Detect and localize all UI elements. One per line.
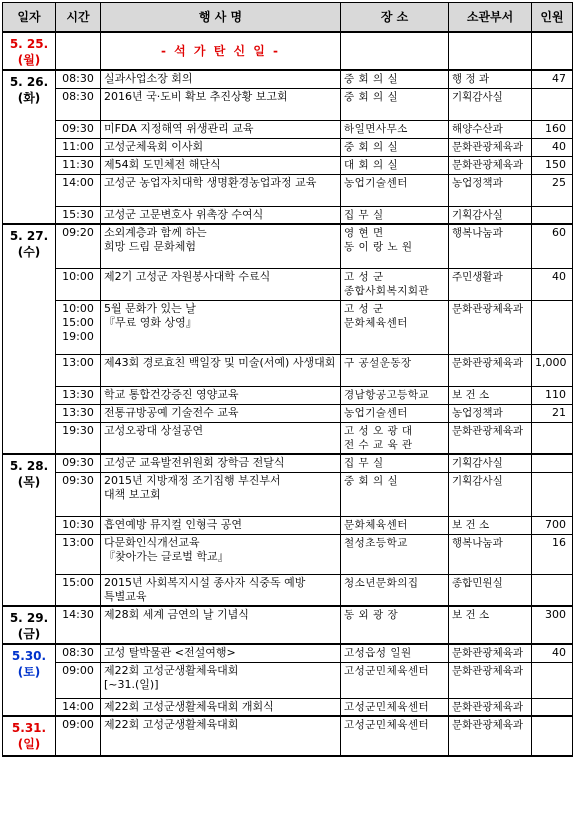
dept-cell: 농업정책과 (449, 174, 532, 206)
table-row (3, 386, 573, 404)
time-cell: 10:00 15:00 19:00 (56, 300, 101, 354)
dept-cell: 보 건 소 (449, 386, 532, 404)
table-row (3, 88, 573, 120)
time-cell: 11:30 (56, 156, 101, 174)
event-cell: 고성군 농업자치대학 생명환경농업과정 교육 (101, 174, 341, 206)
table-row (3, 698, 573, 716)
time-cell: 19:30 (56, 422, 101, 454)
date-cell: 5.30. (토) (3, 644, 56, 716)
event-cell: 고성오광대 상설공연 (101, 422, 341, 454)
venue-cell: 문화체육센터 (341, 516, 449, 534)
schedule-table (2, 2, 573, 757)
venue-cell: 농업기술센터 (341, 404, 449, 422)
table-row (3, 644, 573, 662)
time-cell: 08:30 (56, 70, 101, 88)
event-cell: 학교 통합건강증진 영양교육 (101, 386, 341, 404)
venue-cell: 고성군민체육센터 (341, 662, 449, 698)
date-cell: 5. 29. (금) (3, 606, 56, 644)
dept-cell: 문화관광체육과 (449, 644, 532, 662)
count-cell: 60 (532, 224, 573, 268)
dept-cell: 문화관광체육과 (449, 698, 532, 716)
dept-cell: 문화관광체육과 (449, 662, 532, 698)
dept-cell: 문화관광체육과 (449, 156, 532, 174)
time-cell: 15:00 (56, 574, 101, 606)
count-cell (532, 454, 573, 472)
count-cell (532, 88, 573, 120)
count-cell: 40 (532, 138, 573, 156)
dept-cell: 문화관광체육과 (449, 138, 532, 156)
count-cell (532, 422, 573, 454)
table-row (3, 534, 573, 574)
venue-cell: 고 성 오 광 대 전 수 교 육 관 (341, 422, 449, 454)
table-row (3, 574, 573, 606)
dept-cell: 문화관광체육과 (449, 300, 532, 354)
count-cell: 21 (532, 404, 573, 422)
date-cell: 5.31. (일) (3, 716, 56, 756)
col-venue-header: 장 소 (341, 3, 449, 33)
venue-cell: 중 회 의 실 (341, 472, 449, 516)
dept-cell: 보 건 소 (449, 516, 532, 534)
col-count-header: 인원 (532, 3, 573, 33)
dept-cell: 문화관광체육과 (449, 354, 532, 386)
count-cell: 700 (532, 516, 573, 534)
time-cell: 09:00 (56, 716, 101, 756)
count-cell (532, 698, 573, 716)
dept-cell: 보 건 소 (449, 606, 532, 644)
header-row (3, 3, 573, 33)
dept-cell: 주민생활과 (449, 268, 532, 300)
table-row (3, 174, 573, 206)
event-cell: 제54회 도민체전 해단식 (101, 156, 341, 174)
table-row (3, 156, 573, 174)
count-cell: 150 (532, 156, 573, 174)
date-cell: 5. 27. (수) (3, 224, 56, 454)
venue-cell: 중 회 의 실 (341, 138, 449, 156)
dept-cell: 종합민원실 (449, 574, 532, 606)
table-row (3, 32, 573, 70)
date-cell: 5. 28. (목) (3, 454, 56, 606)
dept-cell: 문화관광체육과 (449, 716, 532, 756)
time-cell: 09:30 (56, 120, 101, 138)
event-cell: 2015년 사회복지시설 종사자 식중독 예방 특별교육 (101, 574, 341, 606)
time-cell: 08:30 (56, 644, 101, 662)
table-row (3, 354, 573, 386)
count-cell: 110 (532, 386, 573, 404)
count-cell: 40 (532, 268, 573, 300)
time-cell: 13:00 (56, 354, 101, 386)
date-cell: 5. 26. (화) (3, 70, 56, 224)
table-row (3, 120, 573, 138)
time-cell: 10:00 (56, 268, 101, 300)
table-row (3, 422, 573, 454)
venue-cell: 철성초등학교 (341, 534, 449, 574)
event-cell: 5월 문화가 있는 날 『무료 영화 상영』 (101, 300, 341, 354)
venue-cell: 고성군민체육센터 (341, 698, 449, 716)
event-cell: 제22회 고성군생활체육대회 [~31.(일)] (101, 662, 341, 698)
table-row (3, 206, 573, 224)
venue-cell: 중 회 의 실 (341, 70, 449, 88)
venue-cell: 하일면사무소 (341, 120, 449, 138)
dept-cell (449, 32, 532, 70)
venue-cell: 청소년문화의집 (341, 574, 449, 606)
venue-cell: 대 회 의 실 (341, 156, 449, 174)
count-cell: 160 (532, 120, 573, 138)
event-cell: 제22회 고성군생활체육대회 (101, 716, 341, 756)
event-cell: 제28회 세계 금연의 날 기념식 (101, 606, 341, 644)
venue-cell: 구 공설운동장 (341, 354, 449, 386)
time-cell: 09:30 (56, 454, 101, 472)
time-cell: 08:30 (56, 88, 101, 120)
dept-cell: 기획감사실 (449, 454, 532, 472)
table-row (3, 138, 573, 156)
dept-cell: 기획감사실 (449, 472, 532, 516)
event-cell: 2016년 국·도비 확보 추진상황 보고회 (101, 88, 341, 120)
event-cell: 다문화인식개선교육 『찾아가는 글로벌 학교』 (101, 534, 341, 574)
count-cell (532, 472, 573, 516)
venue-cell: 중 회 의 실 (341, 88, 449, 120)
count-cell: 300 (532, 606, 573, 644)
event-cell: 제43회 경로효친 백일장 및 미술(서예) 사생대회 (101, 354, 341, 386)
event-cell: 고성군 고문변호사 위촉장 수여식 (101, 206, 341, 224)
venue-cell: 동 외 광 장 (341, 606, 449, 644)
time-cell: 11:00 (56, 138, 101, 156)
event-cell: 흡연예방 뮤지컬 인형극 공연 (101, 516, 341, 534)
dept-cell: 기획감사실 (449, 88, 532, 120)
col-dept-header: 소관부서 (449, 3, 532, 33)
table-row (3, 268, 573, 300)
venue-cell: 농업기술센터 (341, 174, 449, 206)
time-cell: 13:30 (56, 386, 101, 404)
table-row (3, 454, 573, 472)
time-cell: 13:30 (56, 404, 101, 422)
event-cell: 고성군 교육발전위원회 장학금 전달식 (101, 454, 341, 472)
time-cell: 10:30 (56, 516, 101, 534)
count-cell: 1,000 (532, 354, 573, 386)
time-cell: 09:20 (56, 224, 101, 268)
venue-cell: 고성읍성 일원 (341, 644, 449, 662)
dept-cell: 해양수산과 (449, 120, 532, 138)
table-row (3, 606, 573, 644)
event-cell: 고성군체육회 이사회 (101, 138, 341, 156)
table-row (3, 472, 573, 516)
col-event-header: 행 사 명 (101, 3, 341, 33)
dept-cell: 행 정 과 (449, 70, 532, 88)
venue-cell: 경남항공고등학교 (341, 386, 449, 404)
col-date-header: 일자 (3, 3, 56, 33)
event-cell: 2015년 지방재정 조기집행 부진부서 대책 보고회 (101, 472, 341, 516)
count-cell (532, 206, 573, 224)
count-cell (532, 32, 573, 70)
date-cell: 5. 25. (월) (3, 32, 56, 70)
table-row (3, 224, 573, 268)
col-time-header: 시간 (56, 3, 101, 33)
holiday-label: - 석 가 탄 신 일 - (101, 32, 341, 70)
time-cell: 14:00 (56, 698, 101, 716)
venue-cell (341, 32, 449, 70)
venue-cell: 영 현 면 동 이 랑 노 원 (341, 224, 449, 268)
table-row (3, 404, 573, 422)
count-cell (532, 574, 573, 606)
venue-cell: 고 성 군 문화체육센터 (341, 300, 449, 354)
venue-cell: 고성군민체육센터 (341, 716, 449, 756)
table-row (3, 516, 573, 534)
count-cell: 40 (532, 644, 573, 662)
count-cell (532, 716, 573, 756)
dept-cell: 행복나눔과 (449, 534, 532, 574)
time-cell: 14:30 (56, 606, 101, 644)
count-cell: 16 (532, 534, 573, 574)
count-cell: 47 (532, 70, 573, 88)
count-cell (532, 300, 573, 354)
dept-cell: 기획감사실 (449, 206, 532, 224)
table-row (3, 70, 573, 88)
event-cell: 전통규방공예 기술전수 교육 (101, 404, 341, 422)
event-cell: 소외계층과 함께 하는 희망 드림 문화체험 (101, 224, 341, 268)
table-row (3, 716, 573, 756)
count-cell: 25 (532, 174, 573, 206)
time-cell: 15:30 (56, 206, 101, 224)
event-cell: 미FDA 지정해역 위생관리 교육 (101, 120, 341, 138)
table-row (3, 662, 573, 698)
dept-cell: 문화관광체육과 (449, 422, 532, 454)
event-cell: 고성 탈박물관 <전설여행> (101, 644, 341, 662)
event-cell: 제2기 고성군 자원봉사대학 수료식 (101, 268, 341, 300)
time-cell: 09:30 (56, 472, 101, 516)
dept-cell: 농업정책과 (449, 404, 532, 422)
dept-cell: 행복나눔과 (449, 224, 532, 268)
schedule-body (3, 32, 573, 756)
time-cell: 14:00 (56, 174, 101, 206)
time-cell: 13:00 (56, 534, 101, 574)
venue-cell: 고 성 군 종합사회복지회관 (341, 268, 449, 300)
time-cell (56, 32, 101, 70)
venue-cell: 집 무 실 (341, 206, 449, 224)
table-row (3, 300, 573, 354)
event-cell: 제22회 고성군생활체육대회 개회식 (101, 698, 341, 716)
count-cell (532, 662, 573, 698)
venue-cell: 집 무 실 (341, 454, 449, 472)
event-cell: 실과사업소장 회의 (101, 70, 341, 88)
time-cell: 09:00 (56, 662, 101, 698)
